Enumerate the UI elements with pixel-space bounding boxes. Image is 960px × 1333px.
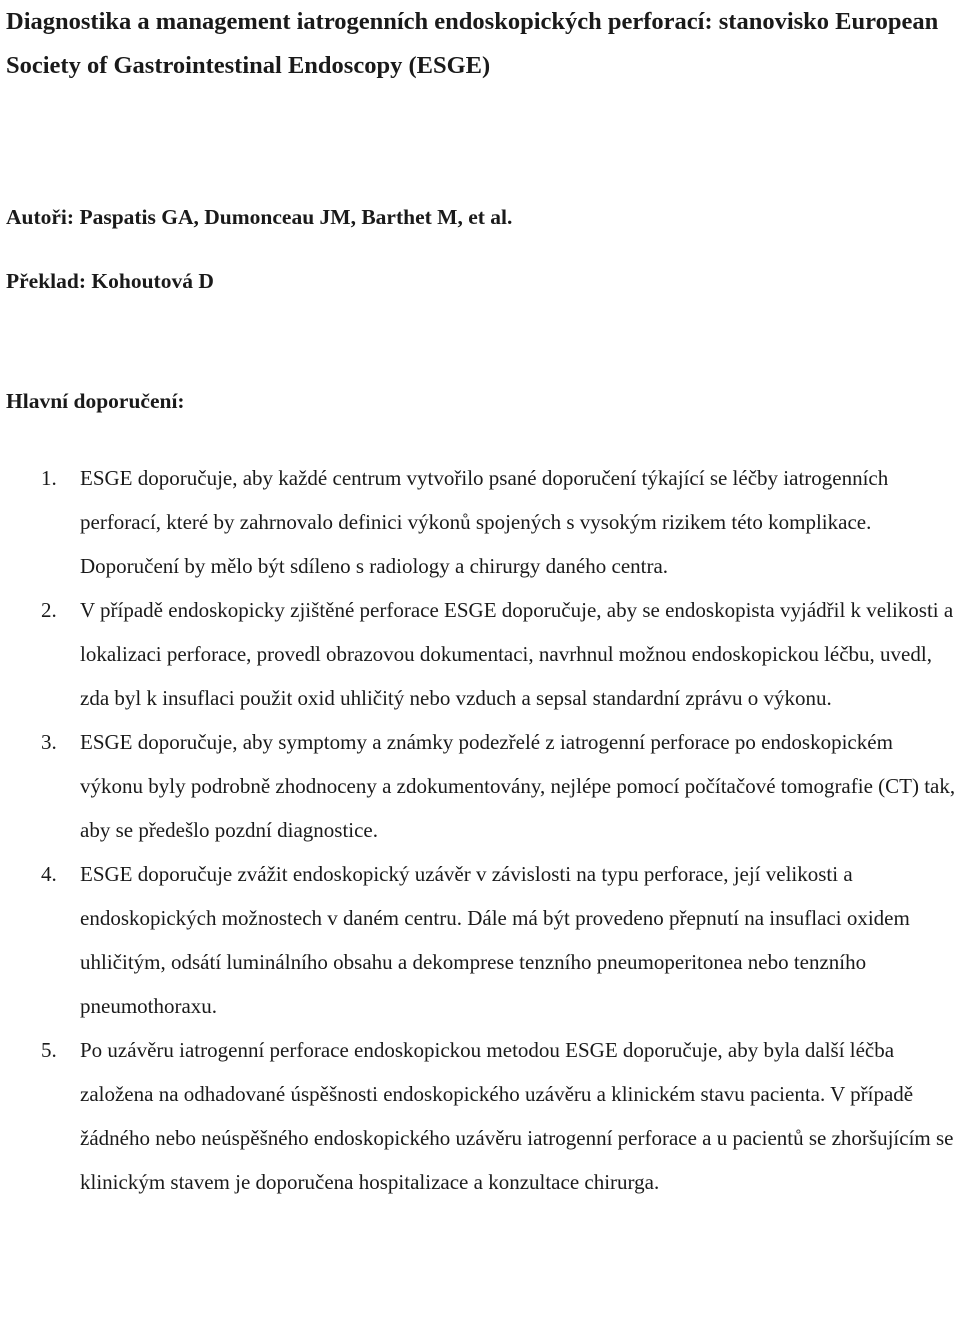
recommendation-text: V případě endoskopicky zjištěné perforace ESGE doporučuje, aby se endoskopista vyjádřil k velikosti a lokalizaci perforace, provedl obrazovou dokumentaci, navrhnul možnou endoskopickou léčbu, uvedl, zda byl k insuflaci použit oxid uhličitý nebo vzduch a sepsal standardní zprávu o výkonu. [80,598,954,710]
recommendation-text: Po uzávěru iatrogenní perforace endoskopickou metodou ESGE doporučuje, aby byla další léčba založena na odhadované úspěšnosti endoskopického uzávěru a klinickém stavu pacienta. V případě žádného nebo neúspěšného endoskopického uzávěru iatrogenní perforace a u pacientů se zhoršujícím se klinickým stavem je doporučena hospitalizace a konzultace chirurga. [80,1038,954,1194]
recommendation-item-2 [0,588,960,720]
recommendation-item-5 [0,1028,960,1204]
section-heading: Hlavní doporučení: [6,389,185,413]
translation-line: Překlad: Kohoutová D [6,269,214,293]
recommendation-number: 2. [41,598,57,622]
recommendation-number: 5. [41,1038,57,1062]
recommendation-item-1 [0,456,960,588]
recommendations-list [0,456,960,1204]
recommendation-number: 3. [41,730,57,754]
recommendation-text: ESGE doporučuje, aby každé centrum vytvořilo psané doporučení týkající se léčby iatrogenních perforací, které by zahrnovalo definici výkonů spojených s vysokým rizikem této komplikace. Doporučení by mělo být sdíleno s radiology a chirurgy daného centra. [80,466,889,578]
recommendation-item-4 [0,852,960,1028]
recommendation-text: ESGE doporučuje, aby symptomy a známky podezřelé z iatrogenní perforace po endoskopickém výkonu byly podrobně zhodnoceny a zdokumentovány, nejlépe pomocí počítačové tomografie (CT) tak, aby se předešlo pozdní diagnostice. [80,730,956,842]
recommendation-text: ESGE doporučuje zvážit endoskopický uzávěr v závislosti na typu perforace, její velikosti a endoskopických možnostech v daném centru. Dále má být provedeno přepnutí na insuflaci oxidem uhličitým, odsátí luminálního obsahu a dekomprese tenzního pneumoperitonea nebo tenzního pneumothoraxu. [80,862,910,1018]
recommendation-number: 4. [41,862,57,886]
recommendation-item-3 [0,720,960,852]
document-title: Diagnostika a management iatrogenních endoskopických perforací: stanovisko European Society of Gastrointestinal Endoscopy (ESGE) [6,8,939,79]
authors-line: Autoři: Paspatis GA, Dumonceau JM, Barthet M, et al. [6,205,513,229]
recommendation-number: 1. [41,466,57,490]
